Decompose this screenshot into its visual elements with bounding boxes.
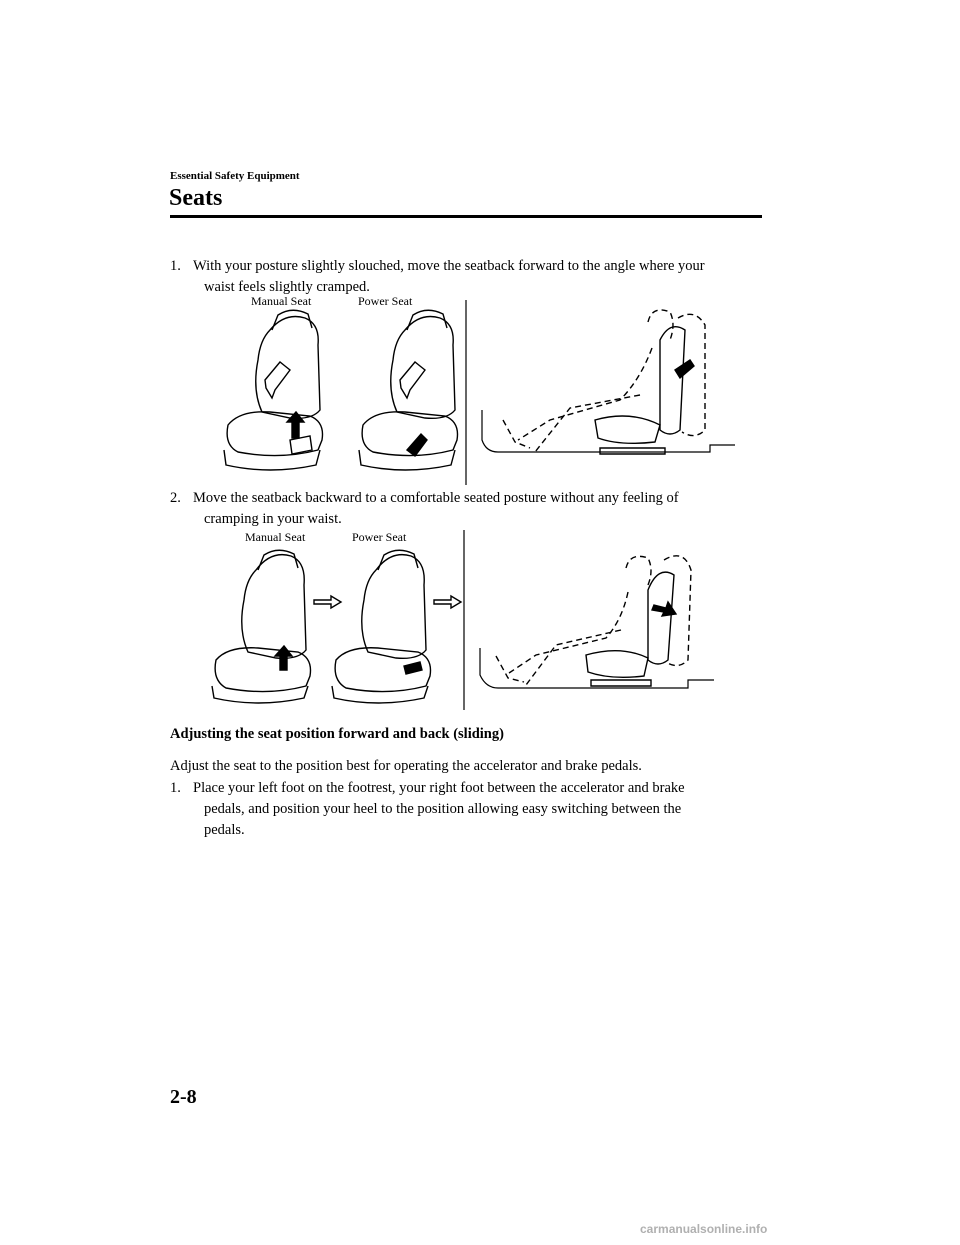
manual-seat-label: Manual Seat <box>251 294 312 308</box>
step-text-line: pedals. <box>204 822 245 838</box>
intro-paragraph: Adjust the seat to the position best for operating the accelerator and brake pedals. <box>170 758 642 774</box>
seatback-forward-illustration <box>200 300 740 490</box>
title-divider <box>170 215 762 218</box>
seatback-backward-illustration <box>196 530 736 710</box>
section-label: Essential Safety Equipment <box>170 170 300 182</box>
step-2-recline-backward <box>170 488 770 530</box>
manual-seat-drawing <box>212 550 311 703</box>
recline-arrow-icon <box>265 362 290 398</box>
section-subheading: Adjusting the seat position forward and back (sliding) <box>170 726 504 742</box>
step-number: 1. <box>170 258 181 274</box>
watermark: carmanualsonline.info <box>640 1222 768 1236</box>
power-seat-drawing <box>359 310 458 470</box>
step-number: 2. <box>170 490 181 506</box>
lever-up-arrow-icon <box>287 412 304 438</box>
power-seat-label: Power Seat <box>352 530 407 544</box>
step-text-line: waist feels slightly cramped. <box>204 279 370 295</box>
page-title: Seats <box>169 185 223 211</box>
step-text-line: Move the seatback backward to a comfortable seated posture without any feeling of <box>193 490 679 506</box>
step-number: 1. <box>170 780 181 796</box>
side-profile-drawing <box>480 556 714 688</box>
manual-seat-label: Manual Seat <box>245 530 306 544</box>
page-number: 2-8 <box>170 1086 197 1108</box>
step-1-sliding <box>170 778 770 841</box>
power-seat-label: Power Seat <box>358 294 413 308</box>
step-text-line: pedals, and position your heel to the position allowing easy switching between the <box>204 801 682 817</box>
step-text-line: Place your left foot on the footrest, your right foot between the accelerator and brake <box>193 780 685 796</box>
step-text-line: cramping in your waist. <box>204 511 342 527</box>
step-1-recline-forward <box>170 256 770 298</box>
power-seat-drawing <box>332 550 461 703</box>
recline-back-arrow-icon <box>314 596 341 608</box>
step-text-line: With your posture slightly slouched, move the seatback forward to the angle where your <box>193 258 705 274</box>
side-profile-drawing <box>482 310 735 454</box>
